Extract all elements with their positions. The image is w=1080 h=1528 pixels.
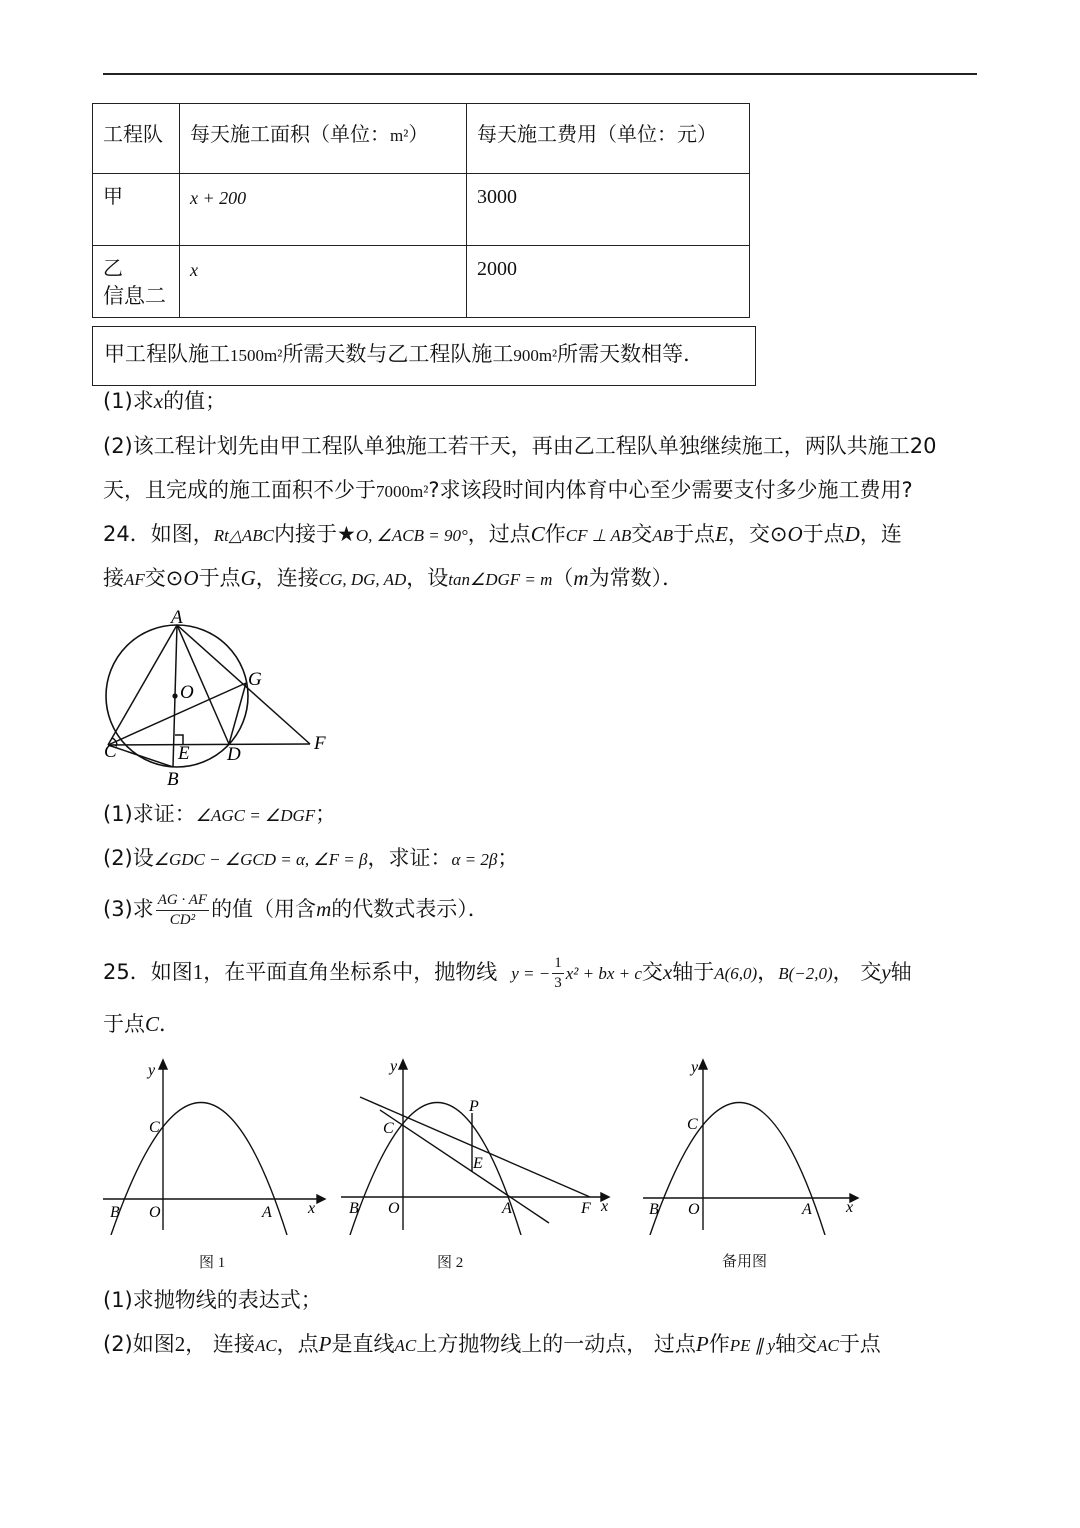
backup-figure-caption: 备用图 (722, 1254, 768, 1270)
q24-part1: (1)求证：∠AGC = ∠DGF； (103, 802, 337, 826)
label-c: C (687, 1116, 698, 1133)
header-team: 工程队 (93, 104, 180, 174)
label-o: O (149, 1204, 161, 1221)
label-g: G (248, 669, 262, 690)
label-c: C (383, 1120, 394, 1137)
label-a: A (802, 1201, 812, 1218)
label-a: A (171, 607, 183, 628)
header-cost: 每天施工费用（单位：元） (467, 104, 750, 174)
label-o: O (688, 1201, 700, 1218)
info2-text: 甲工程队施工1500m²所需天数与乙工程队施工900m²所需天数相等． (104, 342, 705, 366)
label-y: y (390, 1058, 398, 1075)
info2-title: 信息二 (103, 284, 166, 308)
q25-part2: (2)如图2， 连接AC，点P是直线AC上方抛物线上的一动点， 过点P作PE ∥ y轴交AC于点 (103, 1332, 881, 1356)
figure-1-caption: 图 1 (199, 1255, 226, 1271)
label-c: C (149, 1119, 160, 1136)
header-area: 每天施工面积（单位：m²） (180, 104, 467, 174)
q24-stem-line1: 24．如图，Rt△ABC内接于★O, ∠ACB = 90°，过点C作CF ⊥ AB交AB于点E，交⊙O于点D，连 (103, 522, 902, 546)
label-y: y (691, 1059, 699, 1076)
table-header-row (93, 104, 750, 174)
label-y: y (148, 1062, 156, 1079)
header-rule (103, 73, 977, 75)
row-team: 乙 (93, 246, 180, 318)
label-b: B (167, 769, 179, 790)
label-f: F (314, 733, 326, 754)
row-area: x + 200 (180, 174, 467, 246)
segment-cb (108, 745, 173, 767)
q25-stem-line1: 25．如图1，在平面直角坐标系中，抛物线 y = − $\frac{1}{3}$ x² + bx + c交x轴于A(6,0)，B(−2,0)， 交y轴 (103, 954, 912, 991)
figure-2-caption: 图 2 (437, 1255, 464, 1271)
q25-stem-line2: 于点C． (103, 1012, 181, 1036)
label-a: A (502, 1200, 512, 1217)
q24-circle-figure (95, 605, 340, 790)
y-arrow (159, 1060, 167, 1069)
parabola (650, 1103, 825, 1236)
x-arrow (317, 1195, 325, 1203)
q25-figure-1 (95, 1055, 335, 1235)
center-dot (172, 693, 177, 698)
row-cost: 2000 (467, 246, 750, 318)
label-b: B (110, 1204, 120, 1221)
label-b: B (349, 1200, 359, 1217)
label-x: x (846, 1199, 854, 1216)
segment-dg (229, 683, 246, 744)
label-x: x (308, 1200, 316, 1217)
info2-box (92, 326, 756, 386)
table-row (93, 174, 750, 246)
row-area: x (180, 246, 467, 318)
info-table (92, 103, 750, 318)
y-arrow (699, 1060, 707, 1069)
y-arrow (399, 1060, 407, 1069)
row-team: 甲 (93, 174, 180, 246)
label-c: C (104, 741, 117, 762)
q24-stem-line2: 接AF交⊙O于点G，连接CG, DG, AD，设tan∠DGF = m（m为常数）． (103, 566, 684, 590)
q23-part2-line2: 天，且完成的施工面积不少于7000m²?求该段时间内体育中心至少需要支付多少施工费用? (103, 478, 913, 502)
label-f: F (581, 1200, 591, 1217)
label-e: E (178, 743, 190, 764)
label-b: B (649, 1201, 659, 1218)
q23-part1: (1)求x的值； (103, 389, 227, 413)
q25-figure-2 (335, 1055, 620, 1235)
q25-part1: (1)求抛物线的表达式； (103, 1288, 322, 1312)
q25-backup-figure (635, 1055, 870, 1235)
label-x: x (601, 1198, 609, 1215)
fraction: $\frac{1}{3}$ (554, 954, 562, 991)
label-a: A (262, 1204, 272, 1221)
parabola (350, 1103, 521, 1236)
label-o: O (388, 1200, 400, 1217)
label-d: D (227, 744, 241, 765)
segment-cf (108, 744, 310, 745)
parabola (111, 1103, 287, 1236)
line-ac (380, 1110, 549, 1223)
q23-part2-line1: (2)该工程计划先由甲工程队单独施工若干天，再由乙工程队单独继续施工，两队共施工20 (103, 434, 937, 458)
label-p: P (469, 1098, 479, 1115)
segment-ac (108, 625, 177, 745)
row-cost: 3000 (467, 174, 750, 246)
q24-part3: (3)求 $\frac{AG \cdot AF}{\text{CD²}}$ 的值（用含m的代数式表示）． (103, 891, 489, 928)
fraction: $\frac{AG \cdot AF}{\text{CD²}}$ (157, 891, 208, 928)
label-o: O (180, 682, 194, 703)
label-e: E (473, 1155, 483, 1172)
table-row (93, 246, 750, 318)
q24-part2: (2)设∠GDC − ∠GCD = α, ∠F = β，求证：α = 2β； (103, 846, 519, 870)
